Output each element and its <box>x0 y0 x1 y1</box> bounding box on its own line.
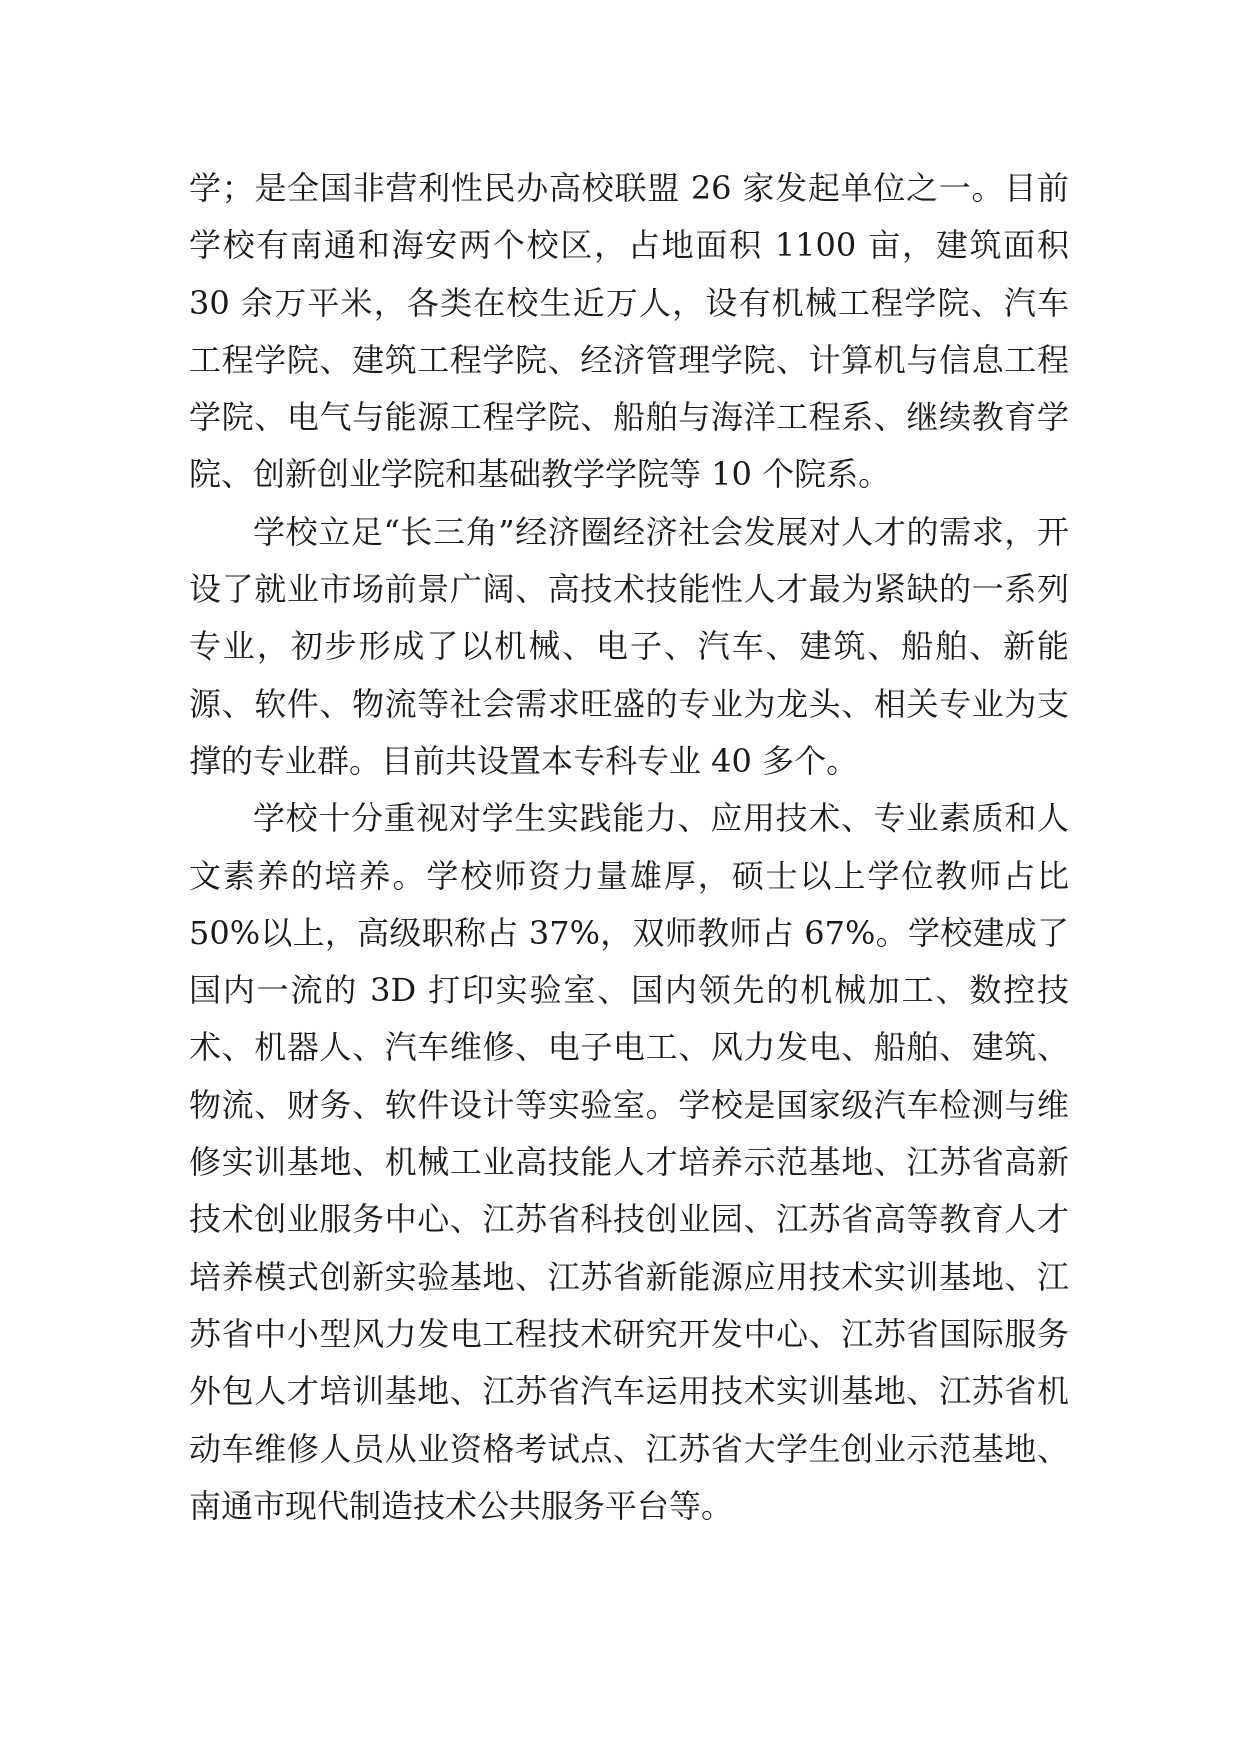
paragraph-majors: 学校立足“长三角”经济圈经济社会发展对人才的需求，开设了就业市场前景广阔、高技术技能性人才最为紧缺的一系列专业，初步形成了以机械、电子、汽车、建筑、船舶、新能源、软件、物流等社会需求旺盛的专业为龙头、相关专业为支撑的专业群。目前共设置本专科专业 40 多个。 <box>189 512 1069 780</box>
paragraph-practice: 学校十分重视对学生实践能力、应用技术、专业素质和人文素养的培养。学校师资力量雄厚，硕士以上学位教师占比 50%以上，高级职称占 37%，双师教师占 67%。学校建成了国内一流的 3D 打印实验室、国内领先的机械加工、数控技术、机器人、汽车维修、电子电工、风力发电、船舶、建筑、物流、财务、软件设计等实验室。学校是国家级汽车检测与维修实训基地、机械工业高技能人才培养示范基地、江苏省高新技术创业服务中心、江苏省科技创业园、江苏省高等教育人才培养模式创新实验基地、江苏省新能源应用技术实训基地、江苏省中小型风力发电工程技术研究开发中心、江苏省国际服务外包人才培训基地、江苏省汽车运用技术实训基地、江苏省机动车维修人员从业资格考试点、江苏省大学生创业示范基地、南通市现代制造技术公共服务平台等。 <box>189 799 1069 1525</box>
document-body <box>189 160 1069 1535</box>
paragraph-continued: 学；是全国非营利性民办高校联盟 26 家发起单位之一。目前学校有南通和海安两个校区，占地面积 1100 亩，建筑面积 30 余万平米，各类在校生近万人，设有机械工程学院、汽车工程学院、建筑工程学院、经济管理学院、计算机与信息工程学院、电气与能源工程学院、船舶与海洋工程系、继续教育学院、创新创业学院和基础教学学院等 10 个院系。 <box>189 169 1069 494</box>
